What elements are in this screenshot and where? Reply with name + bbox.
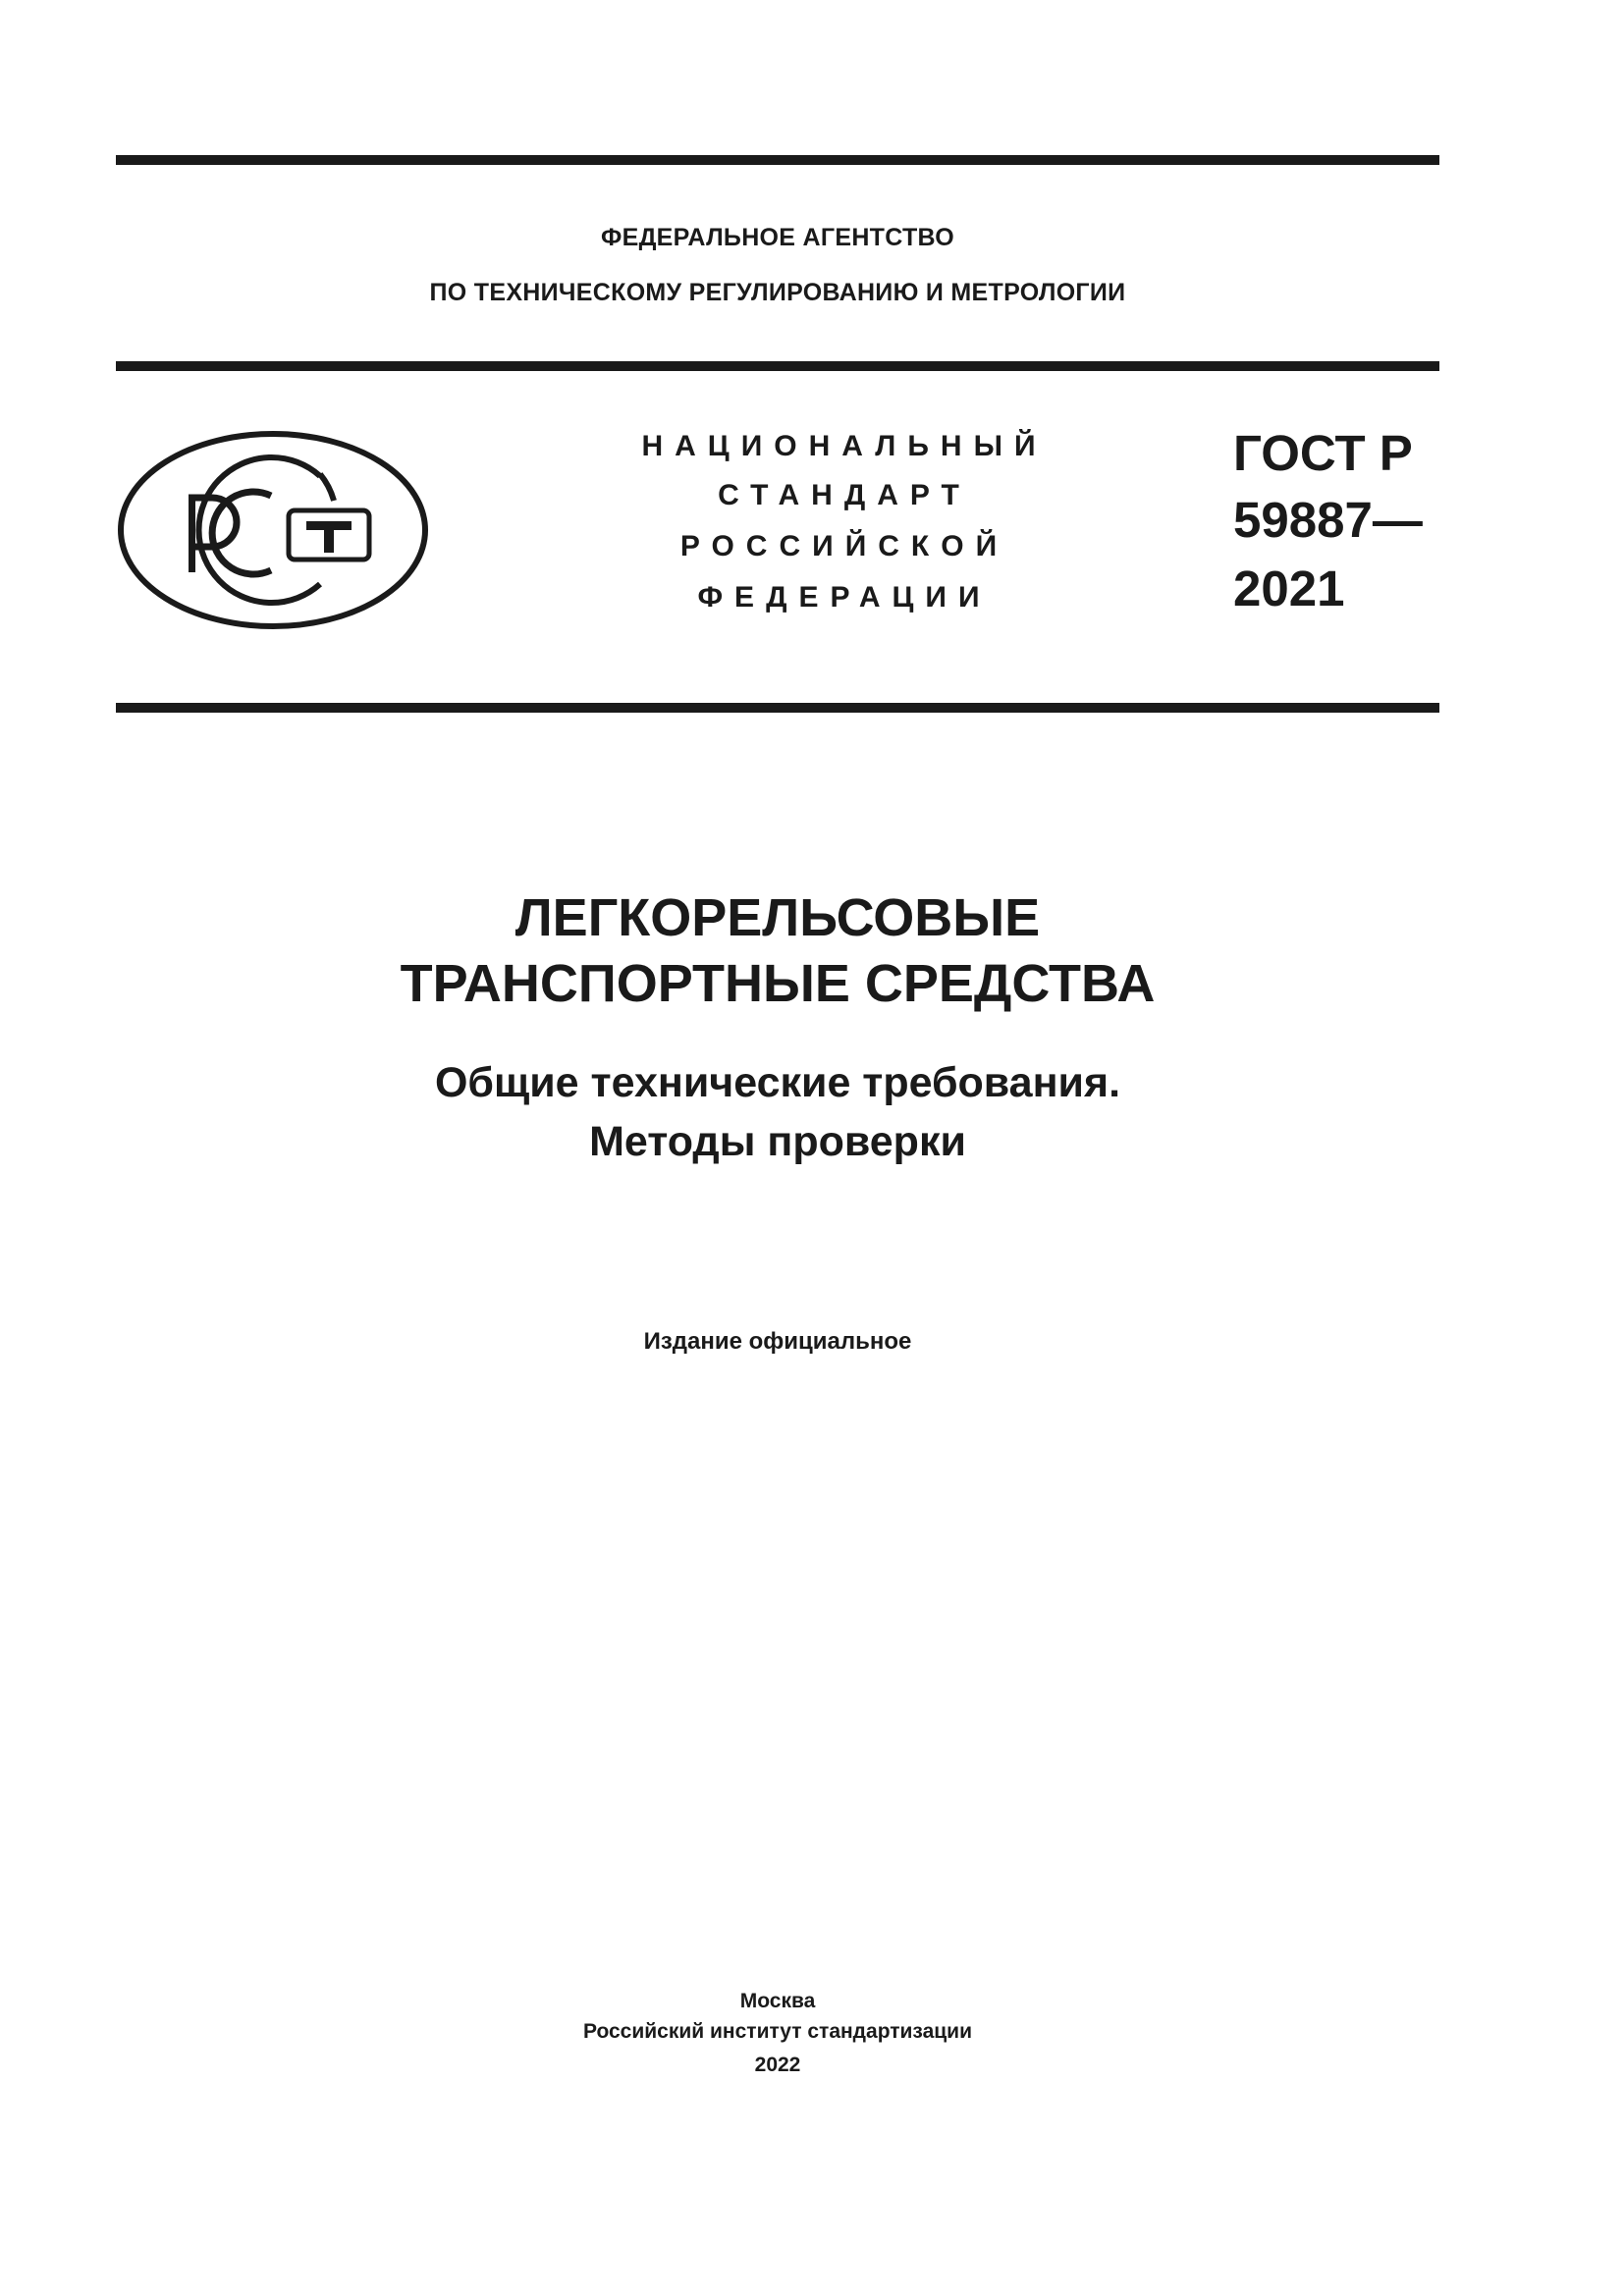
national-standard-line-2: СТАНДАРТ	[718, 479, 971, 511]
top-rule	[116, 155, 1439, 165]
agency-line-1: ФЕДЕРАЛЬНОЕ АГЕНТСТВО	[600, 224, 955, 251]
agency-line-2: ПО ТЕХНИЧЕСКОМУ РЕГУЛИРОВАНИЮ И МЕТРОЛОГИИ	[429, 279, 1126, 306]
subtitle-line-1: Общие технические требования.	[434, 1059, 1121, 1106]
national-standard-line-3: РОССИЙСКОЙ	[679, 530, 1009, 562]
subtitle-line-2: Методы проверки	[589, 1118, 966, 1165]
imprint-city: Москва	[739, 1990, 816, 2012]
lower-rule	[116, 703, 1439, 713]
imprint-year: 2022	[754, 2054, 801, 2076]
designation-line-3: 2021	[1233, 561, 1345, 616]
national-standard-line-4: ФЕДЕРАЦИИ	[697, 581, 992, 614]
title-line-2: ТРАНСПОРТНЫЕ СРЕДСТВА	[400, 954, 1156, 1013]
designation-line-2: 59887—	[1233, 492, 1423, 548]
edition-label: Издание официальное	[643, 1328, 912, 1355]
national-standard-line-1: НАЦИОНАЛЬНЫЙ	[641, 430, 1048, 462]
upper-rule	[116, 361, 1439, 371]
designation-line-1: ГОСТ Р	[1233, 425, 1413, 481]
title-line-1: ЛЕГКОРЕЛЬСОВЫЕ	[514, 888, 1041, 947]
imprint-publisher: Российский институт стандартизации	[582, 2020, 973, 2043]
rst-certification-mark-icon	[116, 427, 430, 633]
